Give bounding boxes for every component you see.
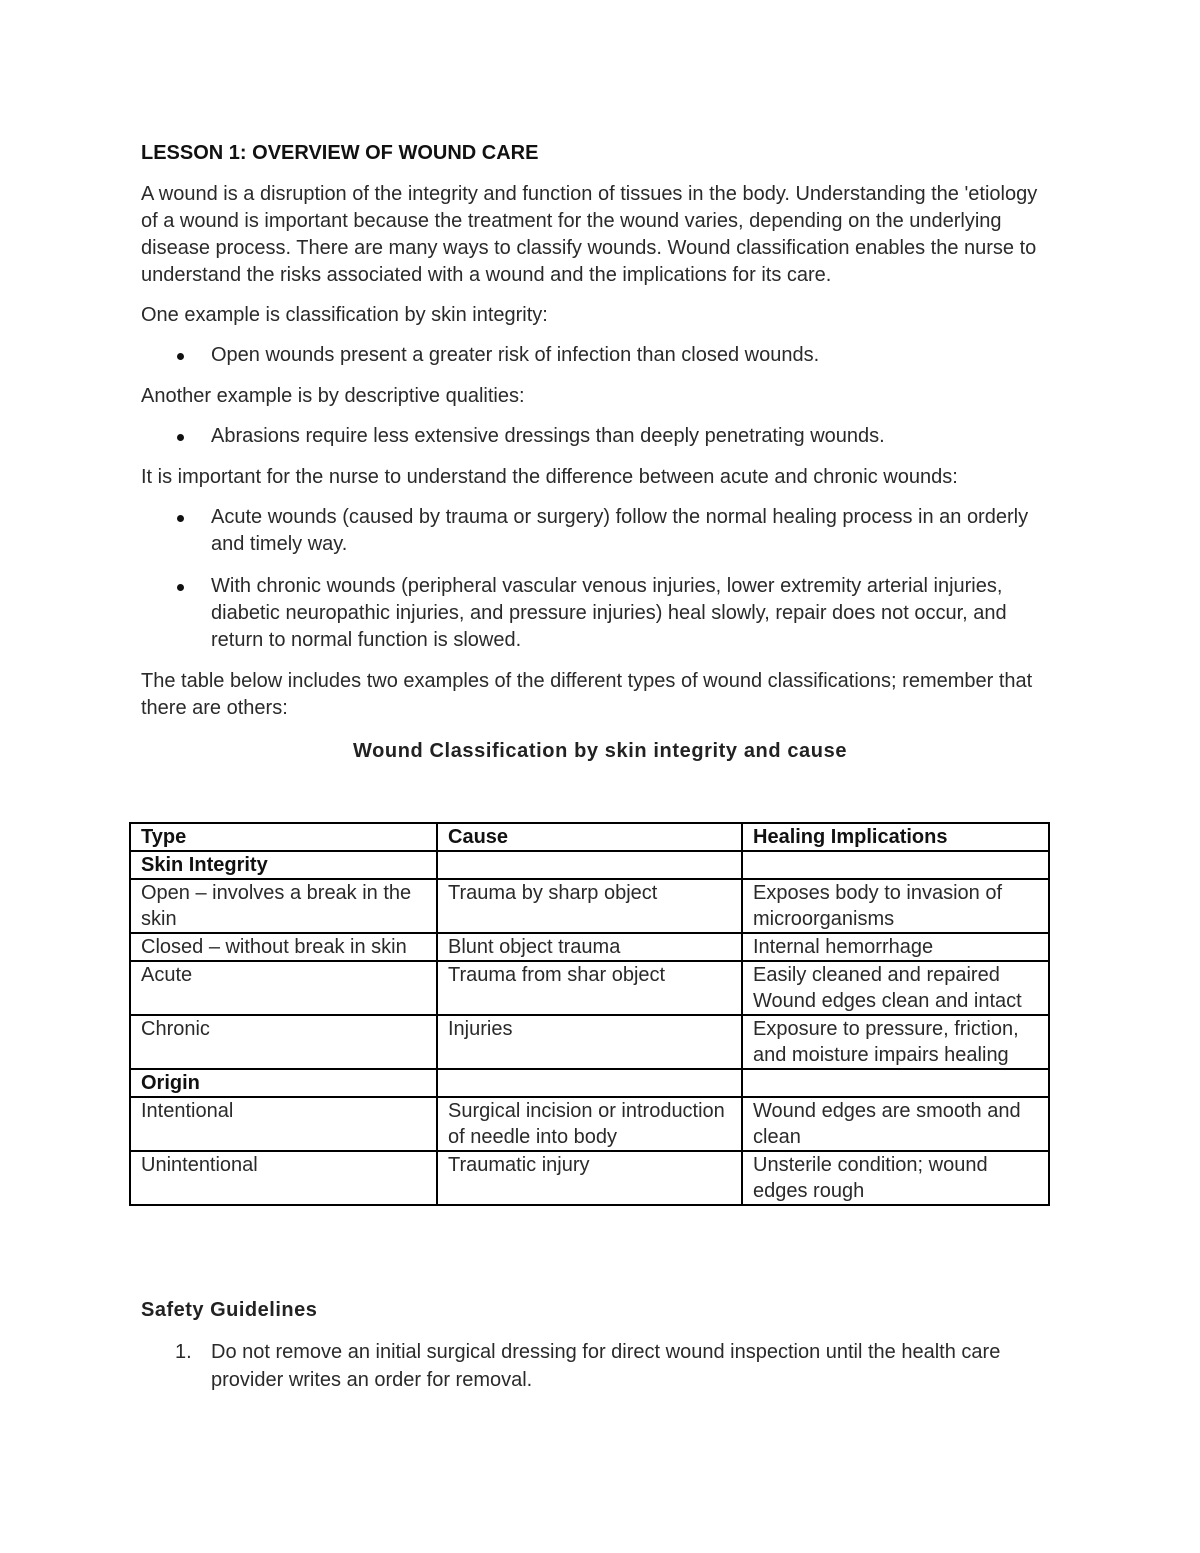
table-lead: The table below includes two examples of the different types of wound classifications; remember that there are others: [141, 670, 1033, 719]
document-page [141, 140, 1059, 781]
list-item: With chronic wounds (peripheral vascular venous injuries, lower extremity arterial injuries, diabetic neuropathic injuries, and pressure injuries) heal slowly, repair does not occur, and return to normal function is slowed. [141, 573, 1059, 654]
table-row [130, 1097, 1049, 1151]
safety-list [141, 1338, 1059, 1394]
table-row [130, 961, 1049, 1015]
bullet-icon [177, 353, 184, 360]
wound-classification-table [129, 822, 1050, 1206]
table-row [130, 1015, 1049, 1069]
table-row [130, 1151, 1049, 1205]
safety-guidelines [141, 1297, 1059, 1394]
table-header-row [130, 823, 1049, 851]
intro-paragraph: A wound is a disruption of the integrity and function of tissues in the body. Understanding the 'etiology of a wound is important because the treatment for the wound varies, depending on the underlying disease process. There are many ways to classify wounds. Wound classification enables the nurse to understand the risks associated with a wound and the implications for its care. [141, 183, 1038, 286]
acute-chronic-list [141, 504, 1059, 654]
cell-type: Acute [130, 961, 437, 1015]
cell-cause: Injuries [437, 1015, 742, 1069]
section-row-origin [130, 1069, 1049, 1097]
list-text: Do not remove an initial surgical dressing for direct wound inspection until the health care provider writes an order for removal. [211, 1341, 1001, 1391]
cell-cause: Trauma from shar object [437, 961, 742, 1015]
table-row [130, 933, 1049, 961]
list-item: Abrasions require less extensive dressings than deeply penetrating wounds. [141, 423, 1059, 450]
cell-type: Closed – without break in skin [130, 933, 437, 961]
cell-cause: Surgical incision or introduction of needle into body [437, 1097, 742, 1151]
section-label: Skin Integrity [130, 851, 437, 879]
cell-healing: Easily cleaned and repaired Wound edges clean and intact [742, 961, 1049, 1015]
table-title: Wound Classification by skin integrity and cause [352, 740, 848, 762]
cell-healing: Unsterile condition; wound edges rough [742, 1151, 1049, 1205]
column-header: Cause [437, 823, 742, 851]
section-row-skin-integrity [130, 851, 1049, 879]
example1-lead: One example is classification by skin integrity: [141, 304, 548, 326]
cell-cause: Blunt object trauma [437, 933, 742, 961]
table-row [130, 879, 1049, 933]
list-item: Open wounds present a greater risk of infection than closed wounds. [141, 342, 1059, 369]
example2-lead: Another example is by descriptive qualities: [141, 385, 525, 407]
cell-healing: Wound edges are smooth and clean [742, 1097, 1049, 1151]
cell-type: Unintentional [130, 1151, 437, 1205]
cell-cause: Trauma by sharp object [437, 879, 742, 933]
bullet-icon [177, 434, 184, 441]
example1-list [141, 342, 1059, 369]
lesson-title: LESSON 1: OVERVIEW OF WOUND CARE [141, 142, 539, 164]
bullet-icon [177, 584, 184, 591]
safety-title: Safety Guidelines [141, 1299, 318, 1321]
cell-type: Intentional [130, 1097, 437, 1151]
column-header: Type [130, 823, 437, 851]
cell-cause: Traumatic injury [437, 1151, 742, 1205]
list-item: Acute wounds (caused by trauma or surgery) follow the normal healing process in an orderly and timely way. [141, 504, 1059, 558]
cell-healing: Exposes body to invasion of microorganisms [742, 879, 1049, 933]
bullet-icon [177, 515, 184, 522]
acute-chronic-lead: It is important for the nurse to understand the difference between acute and chronic wounds: [141, 466, 958, 488]
column-header: Healing Implications [742, 823, 1049, 851]
cell-type: Open – involves a break in the skin [130, 879, 437, 933]
cell-type: Chronic [130, 1015, 437, 1069]
example2-list [141, 423, 1059, 450]
cell-healing: Internal hemorrhage [742, 933, 1049, 961]
cell-healing: Exposure to pressure, friction, and moisture impairs healing [742, 1015, 1049, 1069]
list-item [141, 1338, 1059, 1394]
section-label: Origin [130, 1069, 437, 1097]
list-number: 1. [175, 1341, 192, 1363]
